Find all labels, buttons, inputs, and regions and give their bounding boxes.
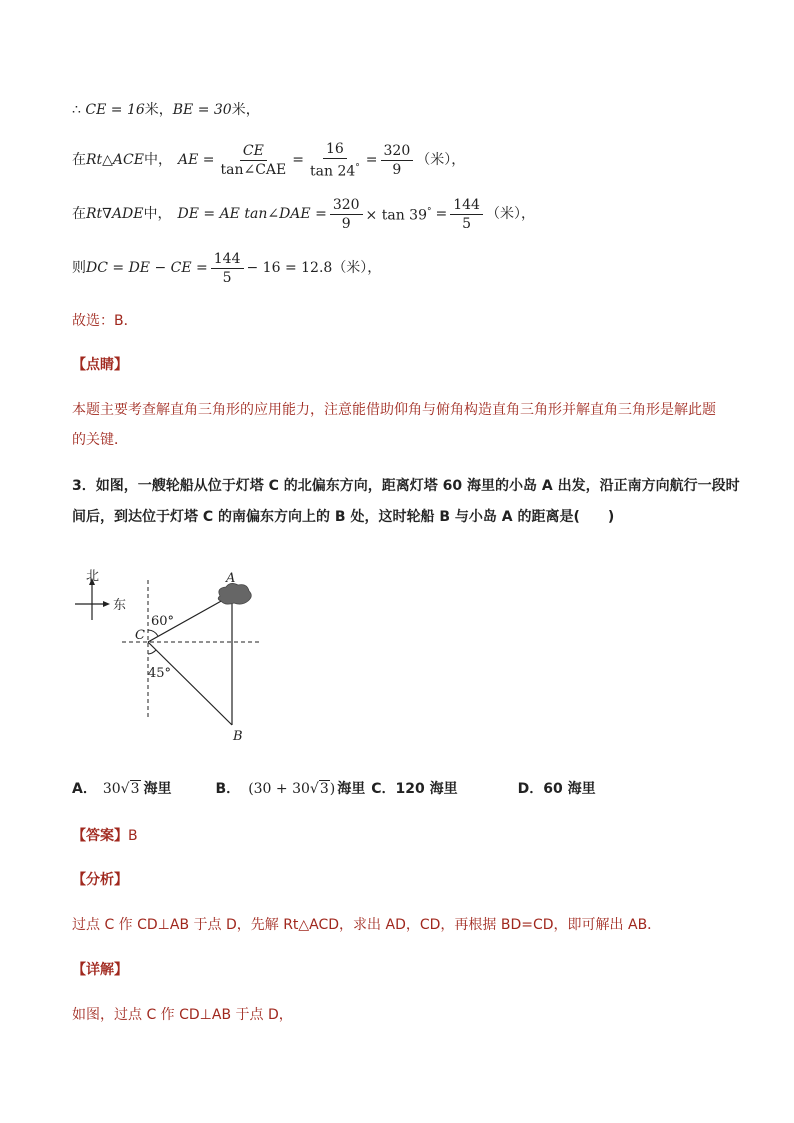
east-label: 东 xyxy=(113,598,127,613)
unit-text: （米）， xyxy=(332,260,382,276)
fraction-numerator: 320 xyxy=(381,142,414,161)
mid-text: 中， xyxy=(143,152,172,168)
solution-line-4 xyxy=(72,248,381,288)
separator: ， xyxy=(245,102,260,118)
analysis-text: 过点 C 作 CD⊥AB 于点 D，先解 Rt△ACD，求出 AD，CD，再根据 BD=CD，即可解出 AB． xyxy=(72,917,662,933)
north-label: 北 xyxy=(86,569,100,584)
unit-text: （米）， xyxy=(485,206,535,222)
separator: ， xyxy=(158,102,173,118)
label-a: A xyxy=(226,571,236,586)
therefore-symbol: ∴ xyxy=(72,102,81,118)
option-a-radicand: 3 xyxy=(130,781,140,797)
fraction-denominator: tan 24° xyxy=(310,162,360,180)
previous-choice: 故选：B． xyxy=(72,313,138,329)
option-b-close: ) xyxy=(329,781,336,797)
dc-lhs: DC = DE − CE = xyxy=(86,260,208,276)
times-tan: × tan 39° xyxy=(365,207,432,224)
dianjing-heading: 【点睛】 xyxy=(72,357,128,373)
prefix: 则 xyxy=(72,260,86,276)
analysis-heading: 【分析】 xyxy=(72,872,128,888)
angle-60-label: 60° xyxy=(151,614,175,629)
option-b-radicand: 3 xyxy=(319,781,329,797)
prefix: 在 xyxy=(72,152,86,168)
label-c: C xyxy=(135,628,145,643)
answer-line xyxy=(72,826,138,846)
option-a-value: 30 xyxy=(102,781,121,797)
dianjing-text-line-1: 本题主要考查解直角三角形的应用能力，注意能借助仰角与俯角构造直角三角形并解直角三角形是解此题 xyxy=(72,402,716,418)
unit-text: （米）， xyxy=(416,152,466,168)
options-row xyxy=(72,776,596,802)
mid-text: 中， xyxy=(143,206,172,222)
island-icon xyxy=(218,583,251,604)
detail-heading: 【详解】 xyxy=(72,962,128,978)
fraction-numerator: 144 xyxy=(450,196,483,215)
option-a-letter: A． xyxy=(72,781,97,797)
question-line-2: 间后，到达位于灯塔 C 的南偏东方向上的 B 处，这时轮船 B 与小岛 A 的距离是( ) xyxy=(72,509,615,525)
answer-value: B xyxy=(128,828,138,844)
angle-45-label: 45° xyxy=(148,666,172,681)
fraction-144-over-5 xyxy=(211,250,244,287)
angle-arc-bottom xyxy=(148,650,156,654)
solution-line-3: 在 Rt∇ADE 中， DE = AE tan∠DAE = $\frac{320}{9}$ × tan 39° = $\frac{144}{5}$ （米）， xyxy=(72,196,535,232)
fraction-320-over-9 xyxy=(381,142,414,179)
option-b-unit: 海里 xyxy=(337,781,366,797)
fraction-denominator: 5 xyxy=(222,269,232,286)
ae-lhs: AE = xyxy=(177,152,215,168)
question-line-1: 3．如图，一艘轮船从位于灯塔 C 的北偏东方向，距离灯塔 60 海里的小岛 A 出发，沿正南方向航行一段时 xyxy=(72,478,740,494)
solution-line-2: 在 Rt△ACE 中， AE = $\frac{CE}{\text{tan∠CAE}}$ = $\frac{16}{\tan 24^\circ}$ = $\frac{320}{9}$ （米）， xyxy=(72,140,466,180)
ce-equation: CE = 16 xyxy=(85,102,145,118)
option-b-letter: B． xyxy=(215,781,241,797)
geometry-diagram xyxy=(72,560,302,750)
fraction-denominator: 9 xyxy=(341,215,351,232)
fraction-denominator: 5 xyxy=(462,215,472,232)
fraction-144-over-5 xyxy=(450,196,483,233)
fraction-denominator: 9 xyxy=(392,161,402,178)
east-arrow-icon xyxy=(103,601,110,607)
be-equation: BE = 30 xyxy=(172,102,232,118)
triangle-ace: Rt△ACE xyxy=(86,152,144,168)
fraction-ce-over-tan xyxy=(218,142,290,179)
option-c: C．120 海里 xyxy=(371,781,458,797)
fraction-320-over-9 xyxy=(330,196,363,233)
segment-cb xyxy=(148,642,232,725)
unit-meter: 米 xyxy=(144,102,159,118)
label-b: B xyxy=(233,729,243,744)
option-b: B． (30 + 30 √3 ) 海里 xyxy=(215,781,366,797)
fraction-denominator: tan∠CAE xyxy=(220,161,287,178)
fraction-numerator: 320 xyxy=(330,196,363,215)
dianjing-text-line-2: 的关键． xyxy=(72,432,128,448)
fraction-numerator: 144 xyxy=(211,250,244,269)
unit-meter: 米 xyxy=(231,102,246,118)
detail-text: 如图，过点 C 作 CD⊥AB 于点 D， xyxy=(72,1007,293,1023)
prefix: 在 xyxy=(72,206,86,222)
solution-line-1 xyxy=(72,100,260,120)
option-b-value: (30 + 30 xyxy=(248,781,310,797)
fraction-16-over-tan24 xyxy=(307,140,363,181)
option-a-unit: 海里 xyxy=(143,781,172,797)
de-lhs: DE = AE tan∠DAE = xyxy=(177,206,327,222)
fraction-numerator: 16 xyxy=(323,140,347,159)
triangle-ade: Rt∇ADE xyxy=(86,206,144,222)
answer-heading: 【答案】 xyxy=(72,828,128,844)
option-a: A． 30 √3 海里 xyxy=(72,781,172,797)
dc-rest: − 16 = 12.8 xyxy=(246,260,333,276)
option-d: D．60 海里 xyxy=(517,781,596,797)
fraction-numerator: CE xyxy=(240,142,267,161)
angle-arc-top xyxy=(148,630,158,636)
